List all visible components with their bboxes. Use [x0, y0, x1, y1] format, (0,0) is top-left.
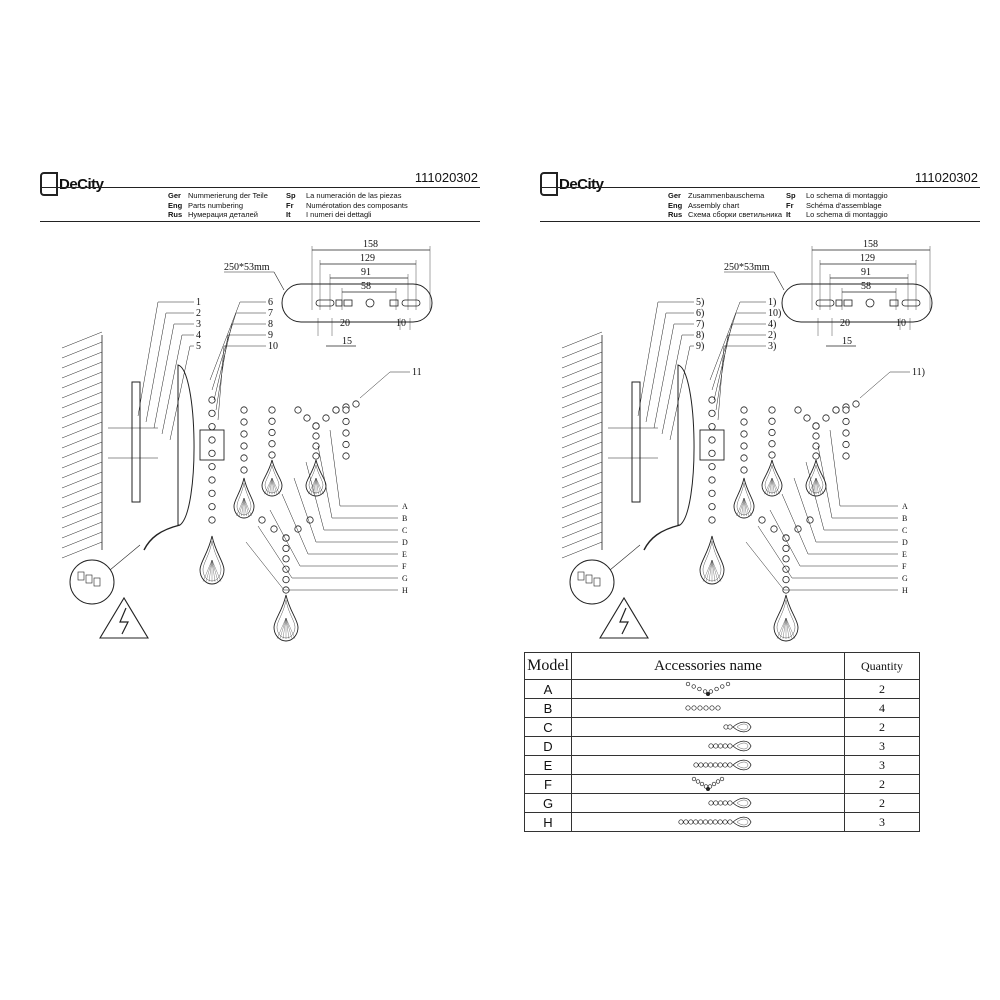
dimension-91: 91 — [361, 267, 371, 278]
crystal-bead — [783, 556, 789, 562]
crystal-bead — [313, 453, 319, 459]
dimension-20: 20 — [340, 318, 350, 329]
crystal-bead — [709, 801, 713, 805]
callout-letter: F — [402, 562, 407, 571]
accessory-picture — [572, 737, 845, 756]
dimension-58: 58 — [361, 281, 371, 292]
article-code: 111020302 — [914, 170, 978, 185]
accessory-picture — [572, 699, 845, 718]
bead-chain-icon — [648, 700, 768, 716]
crystal-bead — [708, 763, 712, 767]
crystal-bead — [813, 433, 819, 439]
canopy-plate-diagram — [782, 239, 932, 347]
crystal-bead — [709, 490, 715, 496]
dimension-58: 58 — [861, 281, 871, 292]
crystal-bead — [714, 744, 718, 748]
header-model: Model — [525, 653, 572, 680]
accessory-picture — [572, 794, 845, 813]
crystal-bead — [698, 820, 702, 824]
canopy-plate-diagram — [282, 239, 432, 347]
crystal-bead — [241, 407, 247, 413]
crystal-bead — [713, 820, 717, 824]
drop-medium-icon — [648, 795, 768, 811]
crystal-bead — [709, 450, 715, 456]
quantity-cell: 2 — [845, 794, 920, 813]
callout-part-number: 3 — [196, 319, 201, 330]
canopy-plate — [782, 284, 932, 322]
crystal-bead — [699, 763, 703, 767]
accessory-picture — [572, 718, 845, 737]
crystal-bead — [718, 763, 722, 767]
crystal-bead — [686, 706, 690, 710]
drop-medium-icon — [648, 738, 768, 754]
teardrop-crystal — [733, 741, 751, 751]
crystal-bead — [833, 407, 839, 413]
crystal-bead — [209, 490, 215, 496]
crystal-bead — [709, 517, 715, 523]
callout-part-number: 2) — [768, 330, 777, 341]
canopy-plate — [282, 284, 432, 322]
title-languages-1: Ger Zusammenbauschema Eng Assembly chart Rus Схема сборки светильника — [668, 191, 783, 219]
drop-short-icon — [648, 719, 768, 735]
crystal-bead — [353, 401, 359, 407]
callout-letter: C — [902, 526, 908, 535]
crystal-bead — [283, 576, 289, 582]
crystal-bead — [710, 706, 714, 710]
crystal-bead — [741, 443, 747, 449]
crystal-bead — [759, 517, 765, 523]
crystal-bead — [718, 820, 722, 824]
accessory-picture — [572, 775, 845, 794]
dimension-15: 15 — [342, 336, 352, 347]
wiring-detail — [570, 545, 648, 638]
power-cable — [644, 525, 680, 550]
callout-part-number: 11) — [912, 367, 925, 378]
crystal-bead — [728, 820, 732, 824]
crystal-bead — [709, 477, 715, 483]
callout-letter: F — [902, 562, 907, 571]
crystal-bead — [209, 450, 215, 456]
quantity-cell: 3 — [845, 813, 920, 832]
brand-name: DeCity — [559, 175, 604, 193]
crystal-bead — [843, 418, 849, 424]
quantity-cell: 4 — [845, 699, 920, 718]
dimension-91: 91 — [861, 267, 871, 278]
title-languages-1: Ger Nummerierung der Teile Eng Parts numbering Rus Нумерация деталей — [168, 191, 268, 219]
crystal-bead — [323, 415, 329, 421]
lamp-diagram — [540, 160, 980, 680]
crystal-bead — [823, 415, 829, 421]
crystal-bead — [269, 452, 275, 458]
crystal-bead — [694, 763, 698, 767]
crystal-bead — [709, 463, 715, 469]
crystal-bead — [741, 419, 747, 425]
lamp-diagram — [40, 160, 480, 680]
crystal-bead — [241, 455, 247, 461]
crystal-bead — [209, 437, 215, 443]
dimension-158: 158 — [363, 239, 378, 250]
callout-part-number: 10) — [768, 308, 782, 319]
crystal-bead — [728, 725, 732, 729]
crystal-bead — [813, 423, 819, 429]
lamp-body — [108, 365, 224, 550]
canopy-side — [678, 365, 694, 525]
table-row — [525, 794, 920, 813]
crystal-bead — [209, 423, 215, 429]
crystal-bead — [343, 430, 349, 436]
crystal-bead — [241, 431, 247, 437]
crystal-bead — [718, 801, 722, 805]
crystal-bead — [718, 744, 722, 748]
mounting-bracket — [132, 382, 140, 502]
crystal-bead — [769, 441, 775, 447]
wiring-detail — [70, 545, 148, 638]
table-row — [525, 737, 920, 756]
crystal-bead — [283, 556, 289, 562]
header-quantity: Quantity — [845, 653, 920, 680]
crystal-bead — [769, 407, 775, 413]
crystal-bead — [728, 801, 732, 805]
teardrop-crystal — [733, 798, 751, 808]
crystal-bead — [843, 407, 849, 413]
callout-letter: E — [902, 550, 907, 559]
model-cell: C — [525, 718, 572, 737]
crystal-bead — [709, 410, 715, 416]
callout-part-number: 4 — [196, 330, 201, 341]
wall-hatching — [62, 332, 102, 558]
crystal-bead — [209, 517, 215, 523]
crystal-bead — [704, 706, 708, 710]
callout-letter: E — [402, 550, 407, 559]
article-code: 111020302 — [414, 170, 478, 185]
crystal-bead — [241, 443, 247, 449]
crystal-bead — [813, 453, 819, 459]
lamp-body — [608, 365, 724, 550]
crystal-bead — [723, 820, 727, 824]
electric-warning-icon — [600, 598, 648, 638]
v-chain-icon — [648, 681, 768, 697]
callout-part-number: 7) — [696, 319, 705, 330]
crystal-bead — [795, 407, 801, 413]
callout-part-number: 8) — [696, 330, 705, 341]
callout-letter: D — [902, 538, 908, 547]
wall-hatching — [562, 332, 602, 558]
callout-part-number: 7 — [268, 308, 273, 319]
crystal-bead — [741, 467, 747, 473]
crystal-bead — [689, 820, 693, 824]
crystal-bead — [783, 545, 789, 551]
crystal-bead — [723, 801, 727, 805]
crystal-bead — [716, 706, 720, 710]
crystal-bead — [209, 410, 215, 416]
callout-part-number: 8 — [268, 319, 273, 330]
parts-numbering-sheet — [40, 160, 480, 680]
model-cell: F — [525, 775, 572, 794]
crystal-bead — [241, 467, 247, 473]
callout-letter: H — [902, 586, 908, 595]
crystal-bead — [709, 503, 715, 509]
callout-letter: G — [402, 574, 408, 583]
callout-part-number: 4) — [768, 319, 777, 330]
crystal-bead — [679, 820, 683, 824]
title-languages-2: Sp Lo schema di montaggio Fr Schéma d'assemblage It Lo schema di montaggio — [786, 191, 888, 219]
crystal-bead — [259, 517, 265, 523]
crystal-bead — [692, 706, 696, 710]
table-row — [525, 813, 920, 832]
mounting-bracket — [632, 382, 640, 502]
table-row — [525, 699, 920, 718]
crystal-bead — [728, 763, 732, 767]
accessory-picture — [572, 813, 845, 832]
crystal-bead — [771, 526, 777, 532]
callout-part-number: 3) — [768, 341, 777, 352]
teardrop-crystal — [733, 817, 751, 827]
crystal-bead — [269, 418, 275, 424]
crystal-bead — [714, 801, 718, 805]
crystal-bead — [703, 820, 707, 824]
table-row — [525, 680, 920, 699]
crystal-bead — [769, 418, 775, 424]
crystal-bead — [741, 431, 747, 437]
accessory-picture — [572, 756, 845, 775]
quantity-cell: 3 — [845, 756, 920, 775]
crystal-bead — [741, 455, 747, 461]
quantity-cell: 2 — [845, 680, 920, 699]
crystal-bead — [283, 545, 289, 551]
crystal-bead — [304, 415, 310, 421]
callout-letter: A — [902, 502, 908, 511]
accessories-table — [524, 652, 920, 832]
crystal-bead — [723, 744, 727, 748]
crystal-bead — [343, 418, 349, 424]
brand-name: DeCity — [59, 175, 104, 193]
accessory-picture — [572, 680, 845, 699]
canopy-size-label: 250*53mm — [724, 262, 770, 273]
crystal-bead — [723, 763, 727, 767]
drop-longest-icon — [648, 814, 768, 830]
model-cell: H — [525, 813, 572, 832]
callout-letter: D — [402, 538, 408, 547]
callout-letter: B — [402, 514, 408, 523]
callout-part-number: 5 — [196, 341, 201, 352]
crystal-bead — [269, 407, 275, 413]
crystal-bead — [708, 820, 712, 824]
canopy-side — [178, 365, 194, 525]
callout-part-number: 11 — [412, 367, 422, 378]
dimension-10: 10 — [396, 318, 406, 329]
model-cell: D — [525, 737, 572, 756]
callout-part-number: 6) — [696, 308, 705, 319]
teardrop-crystal — [733, 760, 751, 770]
table-header-row — [525, 653, 920, 680]
canopy-size-label: 250*53mm — [224, 262, 270, 273]
crystal-bead — [295, 407, 301, 413]
model-cell: E — [525, 756, 572, 775]
electric-warning-icon — [100, 598, 148, 638]
crystal-bead — [313, 423, 319, 429]
crystal-bead — [741, 407, 747, 413]
callout-part-number: 10 — [268, 341, 278, 352]
crystal-bead — [769, 429, 775, 435]
crystal-bead — [343, 441, 349, 447]
quantity-cell: 2 — [845, 718, 920, 737]
table-row — [525, 756, 920, 775]
dimension-10: 10 — [896, 318, 906, 329]
crystal-bead — [209, 503, 215, 509]
crystal-bead — [343, 453, 349, 459]
crystal-bead — [333, 407, 339, 413]
crystal-bead — [684, 820, 688, 824]
v-chain-small-icon — [648, 776, 768, 792]
crystal-bead — [709, 744, 713, 748]
crystal-bead — [269, 441, 275, 447]
table-row — [525, 718, 920, 737]
callout-letter: A — [402, 502, 408, 511]
teardrop-crystal — [733, 722, 751, 732]
callout-letter: H — [402, 586, 408, 595]
model-cell: B — [525, 699, 572, 718]
dimension-15: 15 — [842, 336, 852, 347]
title-languages-2: Sp La numeración de las piezas Fr Numérotation des composants It I numeri dei dettagli — [286, 191, 408, 219]
crystal-bead — [709, 437, 715, 443]
crystal-bead — [343, 407, 349, 413]
crystal-bead — [843, 453, 849, 459]
model-cell: G — [525, 794, 572, 813]
crystal-bead — [769, 452, 775, 458]
crystal-bead — [313, 433, 319, 439]
crystal-bead — [694, 820, 698, 824]
dimension-158: 158 — [863, 239, 878, 250]
power-cable — [144, 525, 180, 550]
crystal-bead — [271, 526, 277, 532]
model-cell: A — [525, 680, 572, 699]
callout-part-number: 9) — [696, 341, 705, 352]
crystal-bead — [843, 430, 849, 436]
callout-letter: G — [902, 574, 908, 583]
crystal-bead — [728, 744, 732, 748]
assembly-chart-sheet — [540, 160, 980, 680]
quantity-cell: 3 — [845, 737, 920, 756]
callout-part-number: 5) — [696, 297, 705, 308]
crystal-bead — [713, 763, 717, 767]
crystal-bead — [241, 419, 247, 425]
header-accessories-name: Accessories name — [572, 653, 845, 680]
callout-letter: B — [902, 514, 908, 523]
dimension-129: 129 — [860, 253, 875, 264]
crystal-bead — [209, 463, 215, 469]
callout-part-number: 2 — [196, 308, 201, 319]
callout-part-number: 1 — [196, 297, 201, 308]
crystal-bead — [269, 429, 275, 435]
dimension-129: 129 — [360, 253, 375, 264]
crystal-bead — [804, 415, 810, 421]
crystal-bead — [853, 401, 859, 407]
dimension-20: 20 — [840, 318, 850, 329]
quantity-cell: 2 — [845, 775, 920, 794]
crystal-bead — [209, 477, 215, 483]
callout-part-number: 1) — [768, 297, 777, 308]
crystal-bead — [704, 763, 708, 767]
callout-part-number: 6 — [268, 297, 273, 308]
crystal-bead — [843, 441, 849, 447]
crystal-bead — [783, 576, 789, 582]
callout-letter: C — [402, 526, 408, 535]
crystal-bead — [709, 423, 715, 429]
table-row — [525, 775, 920, 794]
crystal-bead — [698, 706, 702, 710]
callout-part-number: 9 — [268, 330, 273, 341]
drop-long-icon — [648, 757, 768, 773]
